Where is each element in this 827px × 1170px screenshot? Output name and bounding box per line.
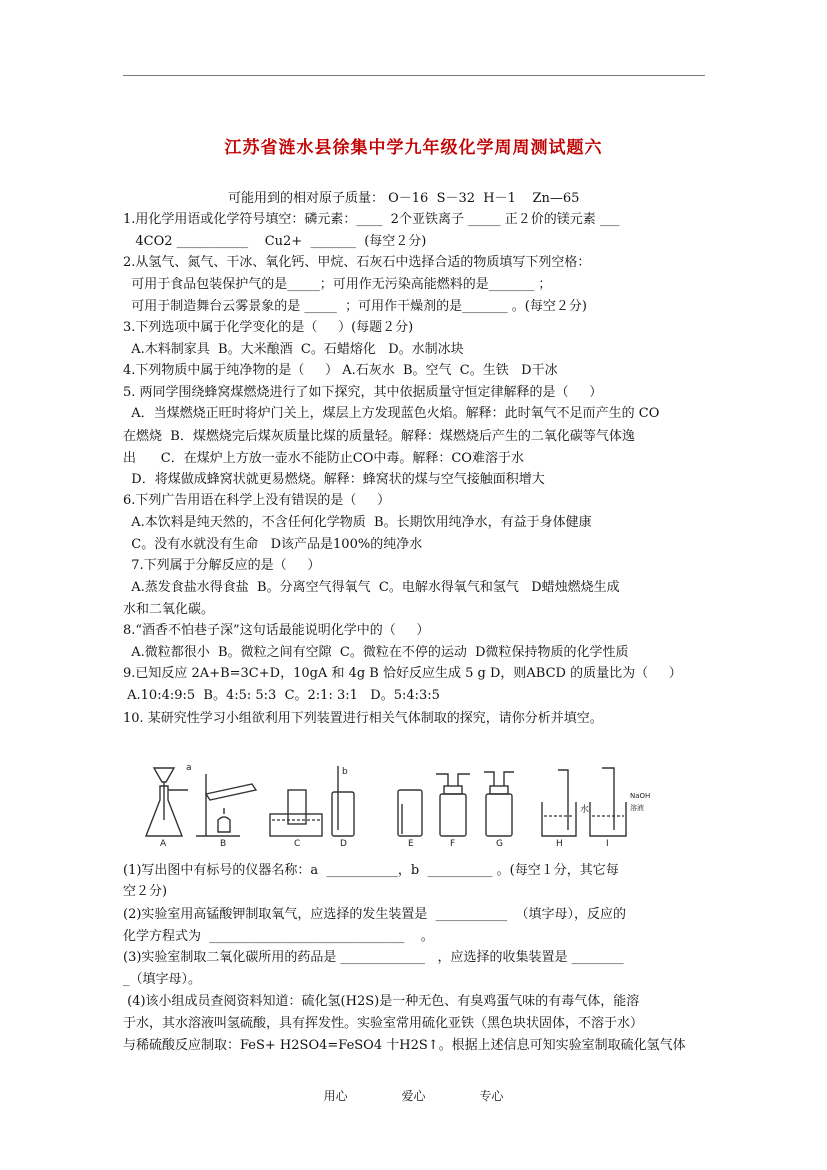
question-line: C。没有水就没有生命 D该产品是100%的纯净水 — [123, 537, 423, 552]
question-line: A．当煤燃烧正旺时将炉门关上，煤层上方发现蓝色火焰。解释：此时氧气不足而产生的 CO — [123, 406, 660, 421]
question-line: A.木料制家具 B。大米酿酒 C。石蜡熔化 D。水制冰块 — [123, 342, 464, 357]
apparatus-f-bottle — [436, 774, 470, 836]
question-line: _（填字母）。 — [123, 972, 202, 987]
question-line: 6.下列广告用语在科学上没有错误的是（ ） — [123, 493, 391, 508]
question-line: 水和二氧化碳。 — [123, 602, 215, 617]
question-line: (3)实验室制取二氧化碳所用的药品是 _____________ ，应选择的收集装置是 ________ — [123, 950, 624, 965]
question-line: 4.下列物质中属于纯净物的是（ ） A.石灰水 B。空气 C。生铁 D干冰 — [123, 363, 558, 378]
atomic-masses: 可能用到的相对原子质量： O－16 S－32 H－1 Zn—65 — [228, 191, 580, 206]
apparatus-h-beaker — [542, 770, 576, 836]
footer-word: 爱心 — [401, 1089, 426, 1103]
question-line: D．将煤做成蜂窝状就更易燃烧。解释：蜂窝状的煤与空气接触面积增大 — [123, 472, 545, 487]
header-rule — [123, 75, 705, 76]
figure-label: a — [186, 763, 192, 773]
figure-label: B — [220, 839, 227, 848]
question-line: 8.“酒香不怕巷子深”这句话最能说明化学中的（ ） — [123, 623, 430, 638]
question-line: 可用于食品包装保护气的是_____；可用作无污染高能燃料的是_______ ； — [123, 277, 552, 292]
question-line: 于水，其水溶液叫氢硫酸，具有挥发性。实验室常用硫化亚铁（黑色块状固体，不溶于水） — [123, 1016, 644, 1031]
figure-label: D — [340, 839, 347, 848]
question-line: A.本饮料是纯天然的，不含任何化学物质 B。长期饮用纯净水，有益于身体健康 — [123, 515, 592, 530]
question-line: 10. 某研究性学习小组欲利用下列装置进行相关气体制取的探究，请你分析并填空。 — [123, 711, 603, 726]
question-line: 7.下列属于分解反应的是（ ） — [123, 558, 321, 573]
question-line: 与稀硫酸反应制取：FeS+ H2SO4=FeSO4 十H2S↑。根据上述信息可知实验室制取硫化氢气体 — [123, 1038, 686, 1053]
page-title: 江苏省涟水县徐集中学九年级化学周周测试题六 — [224, 138, 603, 158]
apparatus-a-flask — [146, 768, 188, 836]
figure-label: I — [606, 839, 609, 848]
question-line: 空２分) — [123, 884, 168, 899]
question-line: 出 C．在煤炉上方放一壶水不能防止CO中毒。解释：CO难溶于水 — [123, 451, 524, 466]
figure-label: 溶液 — [630, 804, 644, 812]
figure-label: F — [450, 839, 456, 848]
figure-label: b — [342, 767, 348, 777]
question-line: (2)实验室用高锰酸钾制取氧气，应选择的发生装置是 ___________ （填字母），反应的 — [123, 907, 626, 922]
figure-label: C — [294, 839, 301, 848]
question-line: 9.已知反应 2A+B=3C+D，10gA 和 4g B 恰好反应生成 5 g D，则ABCD 的质量比为（ ） — [123, 666, 682, 681]
page-footer — [0, 1087, 827, 1104]
question-line: 在燃烧 B．煤燃烧完后煤灰质量比煤的质量轻。解释：煤燃烧后产生的二氧化碳等气体逸 — [123, 429, 635, 444]
question-line: 化学方程式为 ______________________________ 。 — [123, 929, 434, 944]
apparatus-c-water-trough — [270, 790, 322, 836]
figure-label: G — [496, 839, 503, 848]
question-line: A.微粒都很小 B。微粒之间有空隙 C。微粒在不停的运动 D微粒保持物质的化学性质 — [123, 645, 629, 660]
figure-label: NaOH — [630, 792, 651, 800]
footer-word: 用心 — [323, 1089, 348, 1103]
question-line: 1.用化学用语或化学符号填空：磷元素：____ 2个亚铁离子 _____ 正２价的镁元素 ___ — [123, 212, 620, 227]
figure-label: 水 — [580, 805, 590, 815]
apparatus-g-bottle — [484, 772, 514, 836]
figure-label: E — [408, 839, 414, 848]
apparatus-figure — [140, 760, 680, 848]
question-line: (1)写出图中有标号的仪器名称：a ___________，b __________ 。(每空１分，其它每 — [123, 863, 619, 878]
question-line: 4CO2 ___________ Cu2+ _______ (每空２分) — [123, 234, 427, 249]
question-line: A.10:4:9:5 B。4:5: 5:3 C。2:1: 3:1 D。5:4:3:5 — [123, 688, 440, 703]
apparatus-b-heating-tube — [196, 774, 256, 836]
question-line: 3.下列选项中属于化学变化的是（ ）(每题２分) — [123, 320, 414, 335]
question-line: 5. 两同学围绕蜂窝煤燃烧进行了如下探究，其中依据质量守恒定律解释的是（ ） — [123, 385, 603, 400]
question-line: A.蒸发食盐水得食盐 B。分离空气得氧气 C。电解水得氧气和氢气 D蜡烛燃烧生成 — [123, 580, 620, 595]
apparatus-e-bottle — [398, 790, 422, 836]
question-line: 2.从氢气、氮气、干冰、氧化钙、甲烷、石灰石中选择合适的物质填写下列空格： — [123, 255, 591, 270]
figure-label: A — [160, 839, 167, 848]
figure-label: H — [556, 839, 563, 848]
apparatus-i-beaker — [590, 768, 626, 836]
question-line: 可用于制造舞台云雾景象的是 _____ ；可用作干燥剂的是_______ 。(每空２分) — [123, 299, 587, 314]
question-line: (4)该小组成员查阅资料知道：硫化氢(H2S)是一种无色、有臭鸡蛋气味的有毒气体，能溶 — [123, 994, 640, 1009]
footer-word: 专心 — [479, 1089, 504, 1103]
